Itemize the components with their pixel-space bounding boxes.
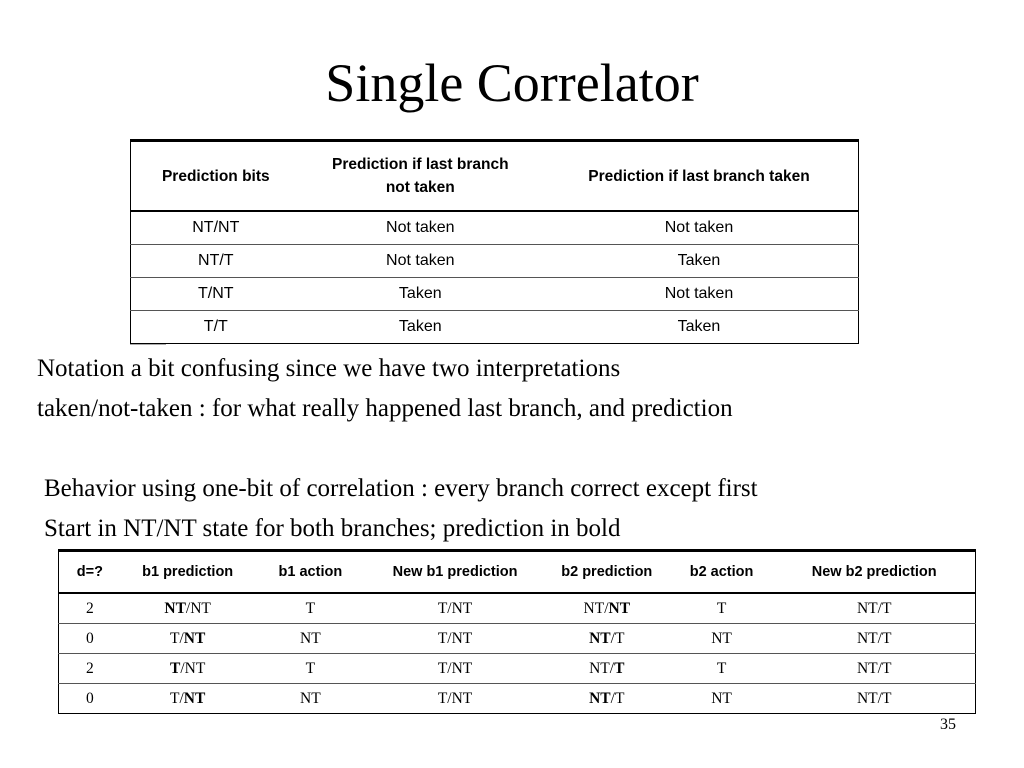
- prediction-bit-1: NT: [589, 659, 610, 677]
- prediction-bit-1: NT: [589, 629, 611, 647]
- cell: Not taken: [301, 245, 540, 278]
- prediction-bit-1: T: [169, 689, 180, 707]
- cell-new-b1-prediction: T/NT: [366, 624, 544, 654]
- cell-b2-prediction: [544, 624, 670, 654]
- cell: T/T: [131, 311, 301, 344]
- note-line: Start in NT/NT state for both branches; prediction in bold: [44, 515, 621, 542]
- prediction-bit-2: T: [614, 689, 625, 707]
- cell-d: 0: [59, 684, 121, 714]
- table-row: [131, 278, 859, 311]
- cell-b2-prediction: [544, 684, 670, 714]
- table-caption-remnant: [130, 344, 166, 347]
- separator: /: [610, 689, 615, 707]
- cell-b1-action: NT: [255, 624, 367, 654]
- cell: NT/NT: [192, 219, 240, 236]
- cell: Not taken: [386, 219, 455, 236]
- cell-b1-prediction: [121, 654, 255, 684]
- separator: /: [185, 599, 191, 617]
- header-b2-prediction: b2 prediction: [544, 551, 670, 594]
- table-row: [59, 684, 976, 714]
- cell-new-b2-prediction: NT/T: [773, 654, 975, 684]
- cell: T/NT: [131, 278, 301, 311]
- prediction-bit-2: NT: [608, 599, 631, 617]
- prediction-bit-1: NT: [583, 599, 605, 617]
- table-row: [131, 311, 859, 344]
- prediction-bit-2: NT: [190, 599, 211, 617]
- prediction-bit-1: NT: [164, 599, 186, 617]
- cell-b1-action: T: [305, 599, 316, 617]
- cell-new-b1-prediction: T/NT: [437, 599, 473, 617]
- correlation-behavior-table: [58, 549, 976, 714]
- cell-b2-action: T: [716, 599, 727, 617]
- table-header-row: [131, 141, 859, 212]
- cell: Not taken: [664, 219, 734, 236]
- behavior-note: [44, 469, 758, 549]
- separator: /: [179, 629, 184, 647]
- page-number: 35: [940, 716, 956, 733]
- prediction-bit-1: NT: [589, 689, 611, 707]
- cell-new-b2-prediction: NT/T: [773, 624, 975, 654]
- cell-d: 2: [59, 654, 121, 684]
- prediction-bit-2: NT: [184, 659, 206, 677]
- cell-b1-prediction: [121, 624, 255, 654]
- table-row: [131, 211, 859, 245]
- header-line: not taken: [385, 179, 455, 196]
- cell-new-b1-prediction: T/NT: [366, 684, 544, 714]
- prediction-bit-1: T: [169, 659, 181, 677]
- prediction-bit-2: T: [614, 629, 625, 647]
- separator: /: [180, 659, 185, 677]
- prediction-bit-2: NT: [183, 629, 206, 647]
- cell-b2-action: NT: [670, 624, 774, 654]
- header-d: d=?: [59, 551, 121, 594]
- table-row: [131, 245, 859, 278]
- cell-new-b2-prediction: NT/T: [773, 684, 975, 714]
- cell: Taken: [540, 245, 859, 278]
- note-line: Notation a bit confusing since we have two interpretations: [37, 355, 621, 382]
- prediction-bit-1: T: [169, 629, 180, 647]
- prediction-bits-table: [130, 139, 859, 344]
- table-row: [59, 593, 976, 624]
- table-row: [59, 624, 976, 654]
- cell-b1-action: T: [255, 654, 367, 684]
- cell: Taken: [540, 311, 859, 344]
- cell-b2-action: NT: [670, 684, 774, 714]
- cell-b1-prediction: [121, 593, 255, 624]
- note-line: taken/not-taken : for what really happened last branch, and prediction: [37, 395, 733, 422]
- header-prediction-bits: Prediction bits: [131, 141, 301, 212]
- separator: /: [179, 689, 184, 707]
- header-prediction-taken: Prediction if last branch taken: [540, 141, 859, 212]
- slide-title: Single Correlator: [325, 53, 699, 113]
- prediction-bit-2: NT: [183, 689, 206, 707]
- cell: Taken: [301, 278, 540, 311]
- header-new-b1-prediction: New b1 prediction: [366, 551, 544, 594]
- cell-b1-prediction: [121, 684, 255, 714]
- header-new-b2-prediction: New b2 prediction: [773, 551, 975, 594]
- cell-d: 2: [86, 599, 94, 617]
- cell: Taken: [301, 311, 540, 344]
- table-row: [59, 654, 976, 684]
- table-header-row: [59, 551, 976, 594]
- separator: /: [609, 659, 615, 677]
- cell-new-b1-prediction: T/NT: [366, 654, 544, 684]
- header-b1-prediction: b1 prediction: [121, 551, 255, 594]
- prediction-bit-2: T: [614, 659, 625, 677]
- cell-b1-action: NT: [255, 684, 367, 714]
- cell-b2-action: T: [670, 654, 774, 684]
- separator: /: [610, 629, 615, 647]
- header-line: Prediction if last branch: [332, 156, 509, 173]
- header-b1-action: b1 action: [255, 551, 367, 594]
- note-line: Behavior using one-bit of correlation : every branch correct except first: [44, 475, 758, 502]
- header-b2-action: b2 action: [670, 551, 774, 594]
- separator: /: [604, 599, 609, 617]
- cell-b2-prediction: [544, 593, 670, 624]
- notation-note: [37, 349, 733, 429]
- header-prediction-not-taken: [301, 141, 540, 212]
- cell-new-b2-prediction: NT/T: [856, 599, 892, 617]
- cell-d: 0: [59, 624, 121, 654]
- cell: NT/T: [131, 245, 301, 278]
- cell-b2-prediction: [544, 654, 670, 684]
- cell: Not taken: [540, 278, 859, 311]
